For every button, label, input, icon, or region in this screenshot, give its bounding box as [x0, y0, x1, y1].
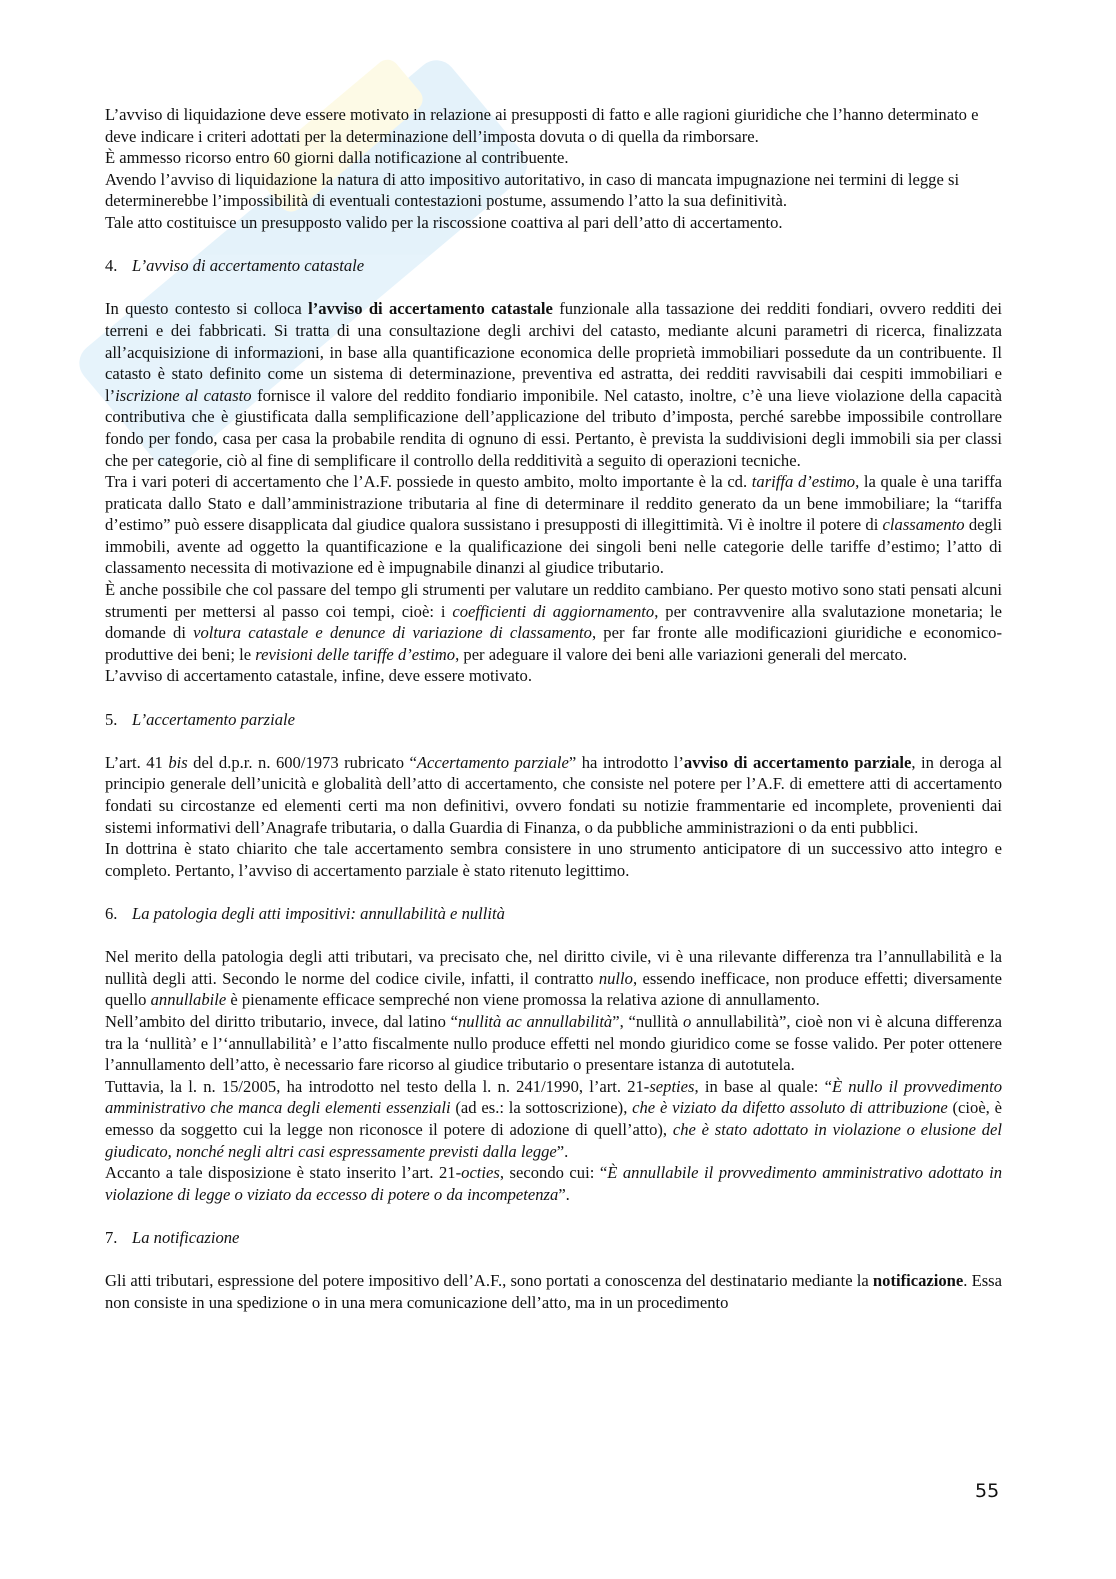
- italic-text: bis: [168, 752, 188, 772]
- text-run: , per contravvenire alla svalutazione monetaria; le domande di: [105, 601, 1003, 643]
- text-run: Tuttavia, la l. n. 15/2005, ha introdotto nel testo della l. n. 241/1990, l’art. 21-: [105, 1076, 650, 1096]
- paragraph: [105, 1011, 1002, 1076]
- section-title: La notificazione: [132, 1227, 240, 1247]
- section-heading: [105, 709, 1002, 731]
- italic-text: nullo: [598, 968, 633, 988]
- text-block: [105, 1270, 1002, 1313]
- text-run: , per far fronte alle modificazioni giuridiche e economico-produttive dei beni; le: [105, 623, 1003, 664]
- section-title: L’avviso di accertamento catastale: [132, 256, 365, 276]
- section-heading: [105, 903, 1002, 925]
- text-run: è pienamente efficace sempreché non viene promossa la relativa azione di annullamento.: [226, 990, 820, 1010]
- text-run: , secondo cui: “: [499, 1163, 608, 1183]
- text-run: ”, “nullità: [612, 1011, 684, 1031]
- paragraph: [105, 1162, 1002, 1205]
- italic-text: revisioni delle tariffe d’estimo: [255, 644, 456, 664]
- italic-text: nullità ac annullabilità: [458, 1011, 613, 1031]
- text-run: Tra i vari poteri di accertamento che l’A.F. possiede in questo ambito, molto importante è la cd.: [105, 472, 752, 492]
- italic-text: voltura catastale e denunce di variazione di classamento: [193, 623, 592, 643]
- section-title: L’accertamento parziale: [132, 709, 295, 729]
- text-run: . Essa non consiste in una spedizione o in una mera comunicazione dell’atto, ma in un procedimento: [105, 1271, 1003, 1312]
- paragraph: [105, 471, 1002, 579]
- italic-text: tariffa d’estimo: [751, 472, 856, 492]
- text-run: È ammesso ricorso entro 60 giorni dalla notificazione al contribuente.: [105, 148, 569, 168]
- text-run: ”.: [558, 1184, 570, 1204]
- italic-text: coefficienti di aggiornamento: [452, 601, 655, 621]
- text-block: [105, 298, 1002, 687]
- section-number: 4.: [105, 256, 118, 276]
- text-run: , in base al quale: “: [694, 1076, 832, 1096]
- document-body: [105, 104, 1002, 1335]
- bold-text: l’avviso di accertamento catastale: [308, 299, 553, 319]
- text-block: [105, 104, 1002, 234]
- text-block: [105, 946, 1002, 1205]
- text-run: Tale atto costituisce un presupposto valido per la riscossione coattiva al pari dell’atto di accertamento.: [105, 212, 783, 232]
- text-run: Gli atti tributari, espressione del potere impositivo dell’A.F., sono portati a conoscenza del destinatario mediante la: [105, 1271, 873, 1291]
- paragraph: [105, 298, 1002, 471]
- italic-text: Accertamento parziale: [416, 752, 569, 772]
- text-run: È anche possibile che col passare del tempo gli strumenti per valutare un reddito cambiano. Per questo motivo sono stati pensati alcuni strumenti per mettersi al passo coi tempi, cioè: i: [105, 580, 1002, 621]
- text-run: Accanto a tale disposizione è stato inserito l’art. 21-: [105, 1163, 462, 1183]
- text-run: , per adeguare il valore dei beni alle variazioni generali del mercato.: [455, 644, 908, 664]
- text-run: (cioè, è emesso da soggetto cui la legge non riconosce il potere di adozione di quell’atto),: [105, 1098, 1002, 1139]
- text-run: (ad es.: la sottoscrizione),: [450, 1098, 633, 1118]
- paragraph: [105, 1076, 1002, 1162]
- italic-text: È nullo il provvedimento amministrativo che manca degli elementi essenziali: [105, 1076, 1003, 1118]
- italic-text: annullabile: [150, 990, 227, 1010]
- paragraph: [105, 665, 1002, 687]
- text-run: , in deroga al principio generale dell’unicità e globalità dell’atto di accertamento, che consiste nel potere per l’A.F. di emettere atti di accertamento fondati su circostanze ed elementi certi ma non definitivi, ovvero fondati su notizie frammentarie ed incomplete, provenienti dai sistemi informativi dell’Anagrafe tributaria, o dalla Guardia di Finanza, o da pubbliche amministrazioni o da enti pubblici.: [105, 752, 1002, 837]
- italic-text: o: [683, 1011, 692, 1031]
- paragraph: [105, 147, 1002, 169]
- italic-text: septies: [649, 1076, 695, 1096]
- section-number: 6.: [105, 903, 118, 923]
- text-run: In dottrina è stato chiarito che tale accertamento sembra consistere in uno strumento anticipatore di un successivo atto integro e completo. Pertanto, l’avviso di accertamento parziale è stato ritenuto legittimo.: [105, 839, 1002, 880]
- text-run: ” ha introdotto l’: [568, 752, 684, 772]
- section-heading: [105, 1227, 1002, 1249]
- italic-text: È annullabile il provvedimento amministrativo adottato in violazione di legge o viziato da eccesso di potere o da incompetenza: [105, 1163, 1002, 1204]
- paragraph: [105, 838, 1002, 881]
- text-run: degli immobili, avente ad oggetto la quantificazione e la qualificazione dei singoli beni nelle categorie delle tariffe d’estimo; l’atto di classamento necessita di motivazione ed è impugnabile dinanzi al giudice tributario.: [105, 515, 1002, 578]
- text-run: Avendo l’avviso di liquidazione la natura di atto impositivo autoritativo, in caso di mancata impugnazione nei termini di legge si determinerebbe l’impossibilità di eventuali contestazioni postume, assumendo l’atto la sua definitività.: [105, 169, 960, 211]
- page-number: 55: [975, 1480, 1000, 1502]
- paragraph: [105, 752, 1002, 838]
- text-run: annullabilità”, cioè non vi è alcuna differenza tra la ‘nullità’ e l’‘annullabilità’ e l’atto fiscalmente nullo produce effetti nel mondo giuridico come se fosse valido. Per poter ottenere l’annullamento dell’atto, è necessario fare ricorso al giudice tributario o presentare istanza di autotutela.: [105, 1011, 1003, 1075]
- section-number: 7.: [105, 1227, 118, 1247]
- italic-text: iscrizione al catasto: [115, 385, 252, 405]
- text-run: Nell’ambito del diritto tributario, invece, dal latino “: [105, 1011, 458, 1031]
- text-run: funzionale alla tassazione dei redditi fondiari, ovvero redditi dei terreni e dei fabbricati. Si tratta di una consultazione degli archivi del catasto, mediante alcuni parametri di ricerca, finalizzata all’acquisizione di informazioni, in base alla quantificazione economica delle proprietà immobiliari possedute da un contribuente. Il catasto è stato definito come un sistema di determinazione, preventiva ed astratta, dei redditi ravvisabili dai cespiti immobiliari e l’: [105, 299, 1002, 405]
- text-run: del d.p.r. n. 600/1973 rubricato “: [187, 752, 417, 772]
- italic-text: che è viziato da difetto assoluto di attribuzione: [632, 1098, 948, 1118]
- text-run: , essendo inefficace, non produce effetti; diversamente quello: [105, 968, 1002, 1010]
- text-run: ”.: [556, 1141, 569, 1161]
- bold-text: avviso di accertamento parziale: [683, 752, 912, 772]
- text-run: L’avviso di liquidazione deve essere motivato in relazione ai presupposti di fatto e alle ragioni giuridiche che l’hanno determinato e deve indicare i criteri adottati per la determinazione dell’imposta dovuta o di quella da rimborsare.: [105, 105, 979, 146]
- text-run: In questo contesto si colloca: [105, 299, 309, 319]
- paragraph: [105, 212, 1002, 234]
- section-number: 5.: [105, 709, 118, 729]
- section-title: La patologia degli atti impositivi: annullabilità e nullità: [132, 903, 505, 923]
- text-run: fornisce il valore del reddito fondiario imponibile. Nel catasto, inoltre, c’è una lieve violazione della capacità contributiva che è giustificata dalla semplificazione dell’applicazione del tributo d’imposta, perché sarebbe impossibile controllare fondo per fondo, casa per casa la probabile rendita di ognuno di essi. Pertanto, è prevista la suddivisioni degli immobili sia per classi che per categorie, ciò al fine di semplificare il controllo della redditività a seguito di operazioni tecniche.: [105, 385, 1002, 470]
- text-run: , la quale è una tariffa praticata dallo Stato e dall’amministrazione tributaria al fine di determinare il reddito generato da un bene immobiliare; la “tariffa d’estimo” può essere disapplicata dal giudice qualora sussistano i presupposti di illegittimità. Vi è inoltre il potere di: [105, 472, 1002, 535]
- italic-text: classamento: [882, 515, 965, 535]
- text-run: L’avviso di accertamento catastale, infine, deve essere motivato.: [105, 666, 532, 686]
- italic-text: octies: [461, 1163, 500, 1183]
- paragraph: [105, 579, 1002, 665]
- paragraph: [105, 1270, 1002, 1313]
- italic-text: che è stato adottato in violazione o elusione del giudicato, nonché negli altri casi espressamente previsti dalla legge: [105, 1119, 1002, 1161]
- paragraph: [105, 946, 1002, 1011]
- text-run: Nel merito della patologia degli atti tributari, va precisato che, nel diritto civile, vi è una rilevante differenza tra l’annullabilità e la nullità degli atti. Secondo le norme del codice civile, infatti, il contratto: [105, 947, 1002, 988]
- section-heading: [105, 255, 1002, 277]
- text-block: [105, 752, 1002, 882]
- text-run: L’art. 41: [105, 752, 169, 772]
- paragraph: [105, 104, 1002, 147]
- bold-text: notificazione: [872, 1271, 964, 1291]
- paragraph: [105, 169, 1002, 212]
